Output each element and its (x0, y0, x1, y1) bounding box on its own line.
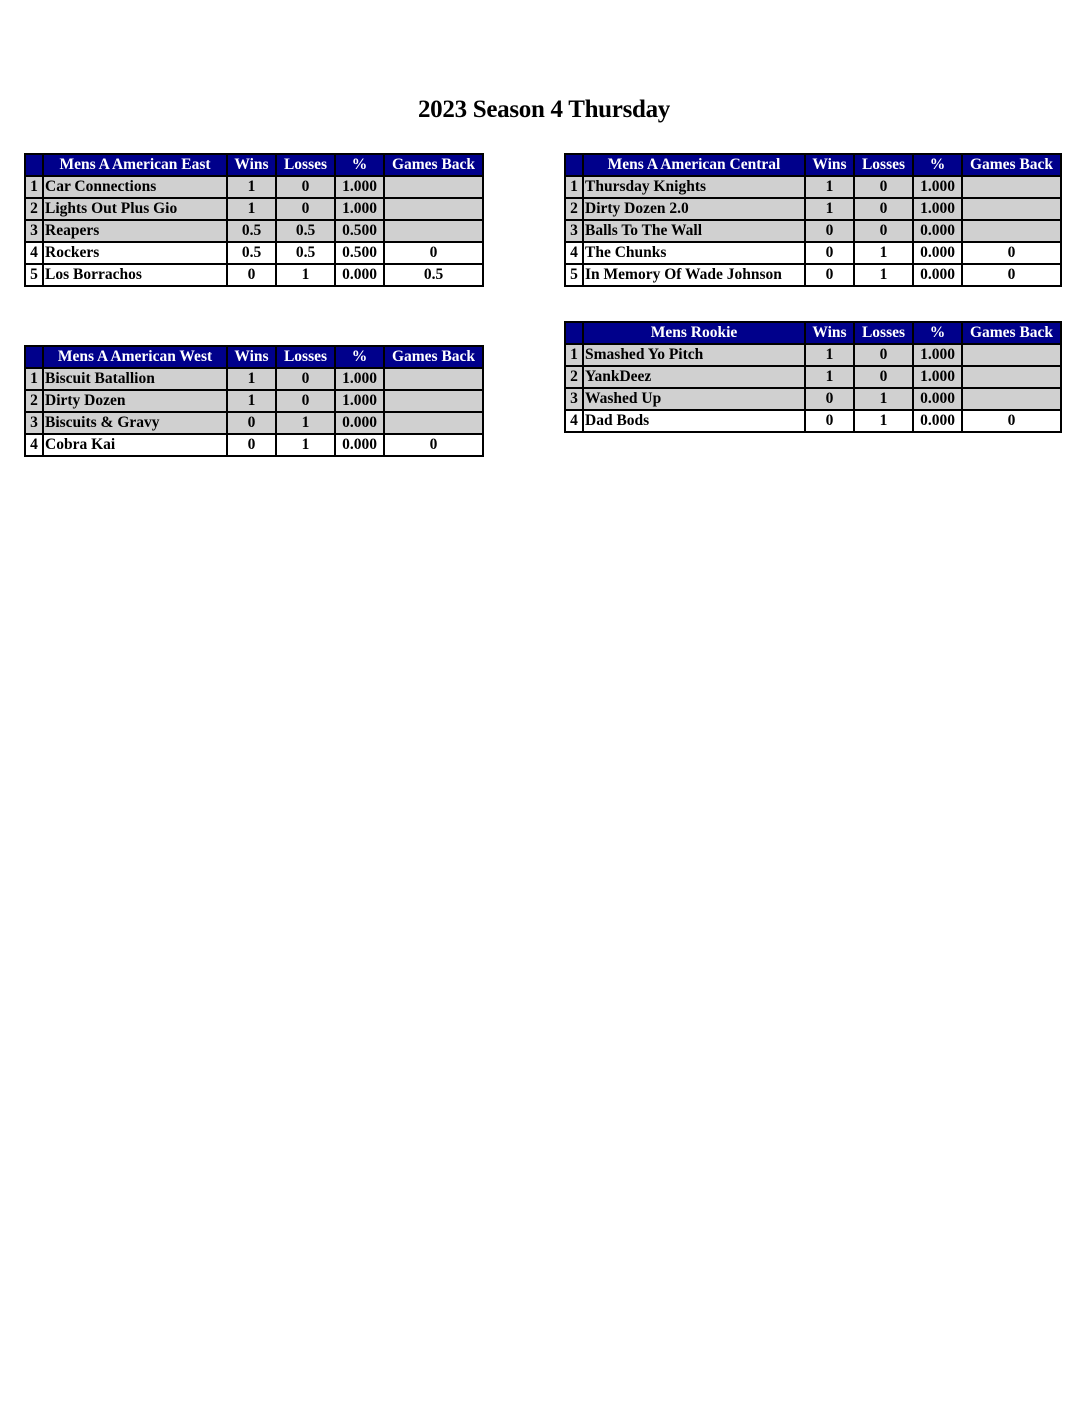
table-row (565, 176, 1061, 198)
wins-header: Wins (227, 154, 276, 176)
wins-cell: 1 (227, 198, 276, 220)
games-back-cell: 0 (384, 434, 483, 456)
rank-cell: 4 (25, 434, 43, 456)
losses-cell: 0 (854, 366, 913, 388)
losses-cell: 0.5 (276, 242, 335, 264)
pct-cell: 1.000 (913, 344, 962, 366)
losses-header: Losses (276, 346, 335, 368)
pct-cell: 0.000 (913, 220, 962, 242)
table-row (25, 434, 483, 456)
rank-cell: 3 (25, 412, 43, 434)
team-cell: Rockers (43, 242, 227, 264)
standings-table-rookie (564, 321, 1062, 433)
pct-cell: 1.000 (913, 366, 962, 388)
table-row (25, 198, 483, 220)
table-row (25, 264, 483, 286)
games-back-cell: 0 (384, 242, 483, 264)
pct-cell: 0.000 (913, 388, 962, 410)
division-name: Mens Rookie (583, 322, 805, 344)
team-cell: Biscuits & Gravy (43, 412, 227, 434)
games-back-cell (384, 220, 483, 242)
team-cell: Lights Out Plus Gio (43, 198, 227, 220)
table-row (565, 344, 1061, 366)
rank-cell: 1 (565, 344, 583, 366)
wins-cell: 0 (805, 410, 854, 432)
games-back-cell: 0.5 (384, 264, 483, 286)
losses-cell: 0 (854, 344, 913, 366)
games-back-cell (384, 176, 483, 198)
losses-cell: 0 (276, 198, 335, 220)
team-cell: Cobra Kai (43, 434, 227, 456)
wins-header: Wins (227, 346, 276, 368)
wins-cell: 0 (805, 388, 854, 410)
losses-cell: 0 (276, 176, 335, 198)
games-back-cell (962, 366, 1061, 388)
pct-cell: 1.000 (913, 176, 962, 198)
games-back-cell (384, 390, 483, 412)
losses-cell: 0 (854, 198, 913, 220)
table-row (565, 366, 1061, 388)
wins-header: Wins (805, 154, 854, 176)
pct-cell: 0.000 (335, 412, 384, 434)
losses-header: Losses (854, 154, 913, 176)
rank-header (25, 346, 43, 368)
losses-cell: 0 (276, 390, 335, 412)
team-cell: Thursday Knights (583, 176, 805, 198)
team-cell: Biscuit Batallion (43, 368, 227, 390)
games-back-cell (962, 344, 1061, 366)
team-cell: Smashed Yo Pitch (583, 344, 805, 366)
team-cell: Los Borrachos (43, 264, 227, 286)
team-cell: Dirty Dozen 2.0 (583, 198, 805, 220)
table-row (25, 176, 483, 198)
rank-header (25, 154, 43, 176)
wins-cell: 1 (227, 390, 276, 412)
rank-cell: 3 (25, 220, 43, 242)
wins-cell: 0 (227, 412, 276, 434)
wins-cell: 1 (805, 344, 854, 366)
games-back-header: Games Back (962, 322, 1061, 344)
table-row (25, 412, 483, 434)
losses-header: Losses (276, 154, 335, 176)
losses-cell: 0 (276, 368, 335, 390)
games-back-cell (962, 220, 1061, 242)
header-row (25, 346, 483, 368)
rank-cell: 4 (565, 242, 583, 264)
team-cell: YankDeez (583, 366, 805, 388)
wins-cell: 0 (227, 264, 276, 286)
rank-cell: 4 (25, 242, 43, 264)
games-back-cell: 0 (962, 410, 1061, 432)
wins-cell: 1 (805, 366, 854, 388)
losses-cell: 1 (854, 410, 913, 432)
table-row (565, 410, 1061, 432)
table-row (565, 264, 1061, 286)
table-row (565, 388, 1061, 410)
rank-cell: 1 (25, 176, 43, 198)
rank-cell: 4 (565, 410, 583, 432)
wins-cell: 0 (805, 220, 854, 242)
games-back-cell: 0 (962, 264, 1061, 286)
wins-cell: 0.5 (227, 220, 276, 242)
pct-cell: 0.000 (913, 264, 962, 286)
table-row (25, 368, 483, 390)
standings-table-west (24, 345, 484, 457)
losses-cell: 0 (854, 176, 913, 198)
header-row (565, 322, 1061, 344)
team-cell: The Chunks (583, 242, 805, 264)
table-row (565, 220, 1061, 242)
rank-header (565, 322, 583, 344)
losses-cell: 1 (276, 434, 335, 456)
rank-cell: 2 (565, 366, 583, 388)
rank-header (565, 154, 583, 176)
games-back-cell (962, 388, 1061, 410)
pct-cell: 1.000 (335, 368, 384, 390)
games-back-cell (384, 412, 483, 434)
pct-cell: 0.000 (913, 410, 962, 432)
pct-cell: 1.000 (335, 198, 384, 220)
rank-cell: 3 (565, 220, 583, 242)
losses-cell: 1 (276, 412, 335, 434)
rank-cell: 2 (25, 390, 43, 412)
team-cell: In Memory Of Wade Johnson (583, 264, 805, 286)
team-cell: Dad Bods (583, 410, 805, 432)
games-back-header: Games Back (962, 154, 1061, 176)
wins-cell: 0 (805, 264, 854, 286)
losses-header: Losses (854, 322, 913, 344)
wins-cell: 0 (805, 242, 854, 264)
rank-cell: 3 (565, 388, 583, 410)
wins-cell: 1 (227, 176, 276, 198)
table-row (25, 220, 483, 242)
header-row (565, 154, 1061, 176)
table-row (25, 242, 483, 264)
pct-cell: 0.000 (913, 242, 962, 264)
games-back-cell (384, 368, 483, 390)
pct-cell: 1.000 (913, 198, 962, 220)
division-name: Mens A American East (43, 154, 227, 176)
wins-cell: 0.5 (227, 242, 276, 264)
pct-cell: 1.000 (335, 390, 384, 412)
team-cell: Reapers (43, 220, 227, 242)
losses-cell: 1 (854, 242, 913, 264)
page-title: 2023 Season 4 Thursday (417, 96, 671, 123)
pct-header: % (913, 322, 962, 344)
losses-cell: 1 (854, 264, 913, 286)
pct-cell: 0.000 (335, 264, 384, 286)
wins-cell: 1 (805, 176, 854, 198)
pct-cell: 1.000 (335, 176, 384, 198)
division-name: Mens A American West (43, 346, 227, 368)
table-row (565, 198, 1061, 220)
losses-cell: 0.5 (276, 220, 335, 242)
wins-cell: 1 (805, 198, 854, 220)
rank-cell: 2 (25, 198, 43, 220)
losses-cell: 1 (276, 264, 335, 286)
pct-header: % (335, 346, 384, 368)
wins-cell: 0 (227, 434, 276, 456)
division-name: Mens A American Central (583, 154, 805, 176)
standings-table-central (564, 153, 1062, 287)
losses-cell: 1 (854, 388, 913, 410)
wins-cell: 1 (227, 368, 276, 390)
games-back-header: Games Back (384, 346, 483, 368)
rank-cell: 1 (25, 368, 43, 390)
losses-cell: 0 (854, 220, 913, 242)
rank-cell: 5 (25, 264, 43, 286)
games-back-cell (962, 176, 1061, 198)
rank-cell: 5 (565, 264, 583, 286)
team-cell: Dirty Dozen (43, 390, 227, 412)
team-cell: Balls To The Wall (583, 220, 805, 242)
header-row (25, 154, 483, 176)
games-back-header: Games Back (384, 154, 483, 176)
games-back-cell (384, 198, 483, 220)
pct-cell: 0.500 (335, 220, 384, 242)
table-row (565, 242, 1061, 264)
pct-cell: 0.500 (335, 242, 384, 264)
rank-cell: 1 (565, 176, 583, 198)
team-cell: Car Connections (43, 176, 227, 198)
games-back-cell: 0 (962, 242, 1061, 264)
pct-cell: 0.000 (335, 434, 384, 456)
pct-header: % (913, 154, 962, 176)
table-row (25, 390, 483, 412)
standings-table-east (24, 153, 484, 287)
games-back-cell (962, 198, 1061, 220)
wins-header: Wins (805, 322, 854, 344)
pct-header: % (335, 154, 384, 176)
team-cell: Washed Up (583, 388, 805, 410)
rank-cell: 2 (565, 198, 583, 220)
